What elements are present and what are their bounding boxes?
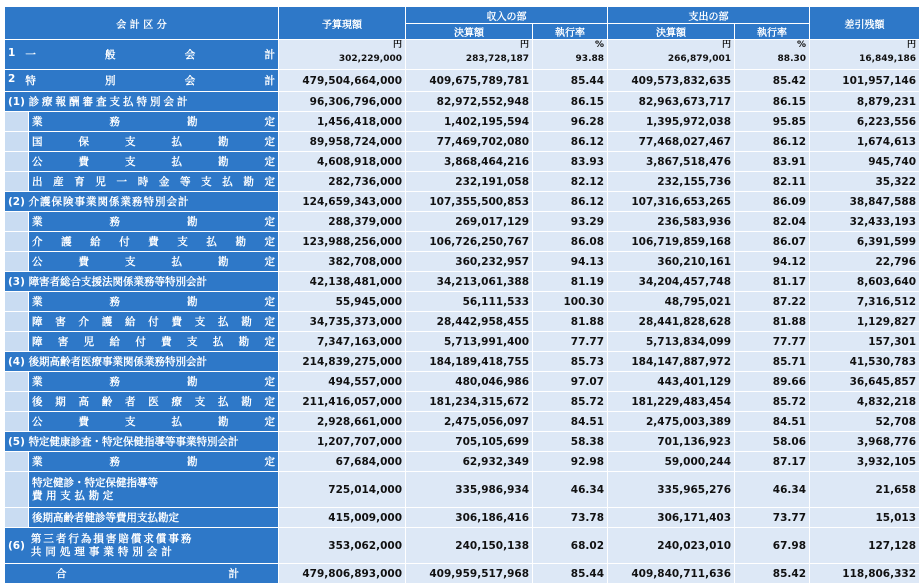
header-expenditure-rate: 執行率: [735, 24, 810, 40]
balance-cell: 3,968,776: [810, 432, 920, 452]
indent-rail: [5, 372, 29, 392]
budget-cell: 1,207,707,000: [279, 432, 406, 452]
expenditure-rate-cell: 77.77: [735, 332, 810, 352]
revenue-cell: 1,402,195,594: [406, 112, 533, 132]
total-label-right: 計: [228, 568, 240, 580]
row-title: 後期高齢者医療支払勘定: [29, 392, 279, 412]
expenditure-rate-value: 88.30: [777, 54, 807, 64]
expenditure-rate-cell: 58.06: [735, 432, 810, 452]
indent-rail: [5, 212, 29, 232]
row-number: (1): [8, 96, 25, 108]
budget-cell: 211,416,057,000: [279, 392, 406, 412]
table-row: [5, 452, 920, 472]
expenditure-cell: 107,316,653,265: [608, 192, 735, 212]
expenditure-cell: 82,963,673,717: [608, 92, 735, 112]
row-title: 公 費 支 払 勘 定: [29, 412, 279, 432]
budget-cell: 55,945,000: [279, 292, 406, 312]
row-title: 障害児給付費支払勘定: [29, 332, 279, 352]
header-expenditure-settled: 決算額: [608, 24, 735, 40]
balance-cell: 157,301: [810, 332, 920, 352]
row-title-line-2: 費 用 支 払 勘 定: [32, 489, 114, 502]
expenditure-rate-cell: 46.34: [735, 472, 810, 508]
revenue-rate-cell: 85.44: [533, 70, 608, 92]
budget-cell: 123,988,256,000: [279, 232, 406, 252]
expenditure-cell: 5,713,834,099: [608, 332, 735, 352]
unit-pct: %: [594, 40, 605, 50]
indent-rail: [5, 508, 29, 528]
expenditure-cell: 28,441,828,628: [608, 312, 735, 332]
budget-cell: 7,347,163,000: [279, 332, 406, 352]
row-number: (3): [8, 276, 25, 288]
table-row-total: [5, 564, 920, 584]
budget-cell: 4,608,918,000: [279, 152, 406, 172]
row-title: 後期高齢者健診等費用支払勘定: [29, 508, 279, 528]
row-title: 診療報酬審査支払特別会計: [28, 96, 191, 108]
row-label: [5, 192, 279, 212]
table-row: [5, 472, 920, 508]
expenditure-rate-cell: 89.66: [735, 372, 810, 392]
revenue-rate-cell: 94.13: [533, 252, 608, 272]
revenue-cell: 360,232,957: [406, 252, 533, 272]
revenue-cell: 306,186,416: [406, 508, 533, 528]
budget-cell: 214,839,275,000: [279, 352, 406, 372]
row-title: 特 別 会 計: [25, 75, 276, 87]
header-budget: 予算現額: [279, 7, 406, 40]
row-title: 業 務 勘 定: [29, 292, 279, 312]
expenditure-cell: 701,136,923: [608, 432, 735, 452]
budget-cell: 479,806,893,000: [279, 564, 406, 584]
row-label: [29, 472, 279, 508]
row-title-line-2: 共同処理事業特別会計: [30, 545, 176, 558]
expenditure-cell: 306,171,403: [608, 508, 735, 528]
header-revenue-settled: 決算額: [406, 24, 533, 40]
balance-cell: 4,832,218: [810, 392, 920, 412]
table-row: [5, 252, 920, 272]
budget-cell: 89,958,724,000: [279, 132, 406, 152]
balance-cell: [810, 40, 920, 70]
indent-rail: [5, 152, 29, 172]
revenue-rate-cell: 81.19: [533, 272, 608, 292]
table-row: [5, 332, 920, 352]
revenue-rate-cell: 86.12: [533, 132, 608, 152]
expenditure-cell: 184,147,887,972: [608, 352, 735, 372]
revenue-cell: 107,355,500,853: [406, 192, 533, 212]
expenditure-rate-cell: 83.91: [735, 152, 810, 172]
row-title: 介護保険事業関係業務特別会計: [28, 196, 190, 208]
expenditure-rate-cell: 95.85: [735, 112, 810, 132]
balance-cell: 6,223,556: [810, 112, 920, 132]
balance-cell: 7,316,512: [810, 292, 920, 312]
budget-cell: 494,557,000: [279, 372, 406, 392]
expenditure-cell: 232,155,736: [608, 172, 735, 192]
total-label-left: 合: [56, 568, 67, 580]
balance-cell: 52,708: [810, 412, 920, 432]
revenue-value: 283,728,187: [465, 54, 530, 64]
revenue-rate-cell: 82.12: [533, 172, 608, 192]
row-title: 業 務 勘 定: [29, 372, 279, 392]
revenue-rate-cell: 86.12: [533, 192, 608, 212]
revenue-rate-cell: 92.98: [533, 452, 608, 472]
balance-cell: 6,391,599: [810, 232, 920, 252]
expenditure-cell: 106,719,859,168: [608, 232, 735, 252]
row-title: 公 費 支 払 勘 定: [29, 252, 279, 272]
header-expenditure-group: 支出の部: [608, 7, 810, 24]
row-title-line-1: 特定健診・特定保健指導等: [32, 476, 158, 489]
revenue-rate-cell: 58.38: [533, 432, 608, 452]
expenditure-rate-cell: [735, 40, 810, 70]
indent-rail: [5, 332, 29, 352]
revenue-rate-cell: 93.29: [533, 212, 608, 232]
expenditure-rate-cell: 94.12: [735, 252, 810, 272]
balance-cell: 41,530,783: [810, 352, 920, 372]
balance-cell: 22,796: [810, 252, 920, 272]
header-row-1: [5, 7, 920, 24]
row-title: 国 保 支 払 勘 定: [29, 132, 279, 152]
indent-rail: [5, 252, 29, 272]
revenue-cell: 409,959,517,968: [406, 564, 533, 584]
table-row-section-4: [5, 352, 920, 372]
row-label: [5, 564, 279, 584]
balance-cell: 8,603,640: [810, 272, 920, 292]
revenue-rate-cell: 85.73: [533, 352, 608, 372]
expenditure-cell: 409,573,832,635: [608, 70, 735, 92]
revenue-cell: 232,191,058: [406, 172, 533, 192]
revenue-cell: 409,675,789,781: [406, 70, 533, 92]
table-row: [5, 212, 920, 232]
row-title-line-1: 第三者行為損害賠償求償事務: [30, 532, 194, 545]
budget-cell: [279, 40, 406, 70]
balance-cell: 32,433,193: [810, 212, 920, 232]
table-row-section-5: [5, 432, 920, 452]
expenditure-cell: 335,965,276: [608, 472, 735, 508]
revenue-cell: 240,150,138: [406, 528, 533, 564]
expenditure-cell: 181,229,483,454: [608, 392, 735, 412]
revenue-cell: 3,868,464,216: [406, 152, 533, 172]
expenditure-value: 266,879,001: [667, 54, 732, 64]
budget-cell: 288,379,000: [279, 212, 406, 232]
row-title: 特定健康診査・特定保健指導等事業特別会計: [28, 436, 239, 448]
expenditure-rate-cell: 82.04: [735, 212, 810, 232]
balance-cell: 1,674,613: [810, 132, 920, 152]
expenditure-rate-cell: 86.12: [735, 132, 810, 152]
row-title: 業 務 勘 定: [29, 452, 279, 472]
revenue-rate-cell: 77.77: [533, 332, 608, 352]
expenditure-rate-cell: 67.98: [735, 528, 810, 564]
revenue-cell: 56,111,533: [406, 292, 533, 312]
revenue-rate-cell: 85.72: [533, 392, 608, 412]
row-title: 公 費 支 払 勘 定: [29, 152, 279, 172]
header-revenue-group: 収入の部: [406, 7, 608, 24]
balance-value: 16,849,186: [859, 54, 917, 64]
indent-rail: [5, 412, 29, 432]
revenue-rate-cell: 96.28: [533, 112, 608, 132]
revenue-rate-cell: 68.02: [533, 528, 608, 564]
expenditure-rate-cell: 85.71: [735, 352, 810, 372]
revenue-rate-cell: 46.34: [533, 472, 608, 508]
budget-cell: 2,928,661,000: [279, 412, 406, 432]
indent-rail: [5, 452, 29, 472]
table-row: [5, 312, 920, 332]
revenue-rate-cell: 85.44: [533, 564, 608, 584]
row-number: (6): [8, 539, 25, 552]
table-row: [5, 372, 920, 392]
expenditure-rate-cell: 82.11: [735, 172, 810, 192]
unit-yen: 円: [520, 40, 530, 50]
table-row: [5, 392, 920, 412]
expenditure-cell: 360,210,161: [608, 252, 735, 272]
revenue-cell: 269,017,129: [406, 212, 533, 232]
balance-cell: 118,806,332: [810, 564, 920, 584]
table-row-special-account: [5, 70, 920, 92]
expenditure-cell: 240,023,010: [608, 528, 735, 564]
balance-cell: 36,645,857: [810, 372, 920, 392]
expenditure-rate-cell: 81.17: [735, 272, 810, 292]
row-label: [5, 352, 279, 372]
budget-cell: 415,009,000: [279, 508, 406, 528]
unit-yen: 円: [393, 40, 403, 50]
budget-cell: 34,735,373,000: [279, 312, 406, 332]
table-row: [5, 112, 920, 132]
indent-rail: [5, 312, 29, 332]
expenditure-cell: 77,468,027,467: [608, 132, 735, 152]
revenue-cell: 705,105,699: [406, 432, 533, 452]
revenue-cell: 77,469,702,080: [406, 132, 533, 152]
expenditure-rate-cell: 86.15: [735, 92, 810, 112]
indent-rail: [5, 292, 29, 312]
expenditure-rate-cell: 81.88: [735, 312, 810, 332]
row-number: 1: [8, 47, 16, 59]
row-title: 介 護 給 付 費 支 払 勘 定: [29, 232, 279, 252]
row-title: 業 務 勘 定: [29, 112, 279, 132]
balance-cell: 8,879,231: [810, 92, 920, 112]
balance-cell: 3,932,105: [810, 452, 920, 472]
expenditure-rate-cell: 86.07: [735, 232, 810, 252]
indent-rail: [5, 472, 29, 508]
table-row: [5, 152, 920, 172]
row-title: 障害介護給付費支払勘定: [29, 312, 279, 332]
header-revenue-rate: 執行率: [533, 24, 608, 40]
balance-cell: 21,658: [810, 472, 920, 508]
revenue-rate-cell: [533, 40, 608, 70]
table-row: [5, 292, 920, 312]
revenue-rate-cell: 84.51: [533, 412, 608, 432]
row-label: [5, 40, 279, 70]
revenue-cell: 82,972,552,948: [406, 92, 533, 112]
revenue-cell: 335,986,934: [406, 472, 533, 508]
expenditure-rate-cell: 73.77: [735, 508, 810, 528]
row-label: [5, 432, 279, 452]
expenditure-cell: 2,475,003,389: [608, 412, 735, 432]
table-row-section-3: [5, 272, 920, 292]
row-number: (4): [8, 356, 25, 368]
row-label: [5, 70, 279, 92]
budget-cell: 67,684,000: [279, 452, 406, 472]
budget-cell: 382,708,000: [279, 252, 406, 272]
budget-cell: 124,659,343,000: [279, 192, 406, 212]
revenue-cell: 62,932,349: [406, 452, 533, 472]
indent-rail: [5, 232, 29, 252]
budget-cell: 282,736,000: [279, 172, 406, 192]
row-title: 業 務 勘 定: [29, 212, 279, 232]
balance-cell: 38,847,588: [810, 192, 920, 212]
revenue-rate-cell: 97.07: [533, 372, 608, 392]
indent-rail: [5, 132, 29, 152]
expenditure-rate-cell: 87.22: [735, 292, 810, 312]
indent-rail: [5, 392, 29, 412]
budget-cell: 1,456,418,000: [279, 112, 406, 132]
budget-cell: 353,062,000: [279, 528, 406, 564]
expenditure-cell: 443,401,129: [608, 372, 735, 392]
indent-rail: [5, 172, 29, 192]
revenue-rate-cell: 73.78: [533, 508, 608, 528]
revenue-rate-cell: 81.88: [533, 312, 608, 332]
revenue-rate-cell: 83.93: [533, 152, 608, 172]
revenue-cell: 34,213,061,388: [406, 272, 533, 292]
revenue-rate-cell: 100.30: [533, 292, 608, 312]
balance-cell: 35,322: [810, 172, 920, 192]
budget-cell: 42,138,481,000: [279, 272, 406, 292]
revenue-rate-cell: 86.15: [533, 92, 608, 112]
header-category: 会 計 区 分: [5, 7, 279, 40]
revenue-cell: 2,475,056,097: [406, 412, 533, 432]
row-title: 一 般 会 計: [25, 49, 276, 61]
expenditure-cell: 3,867,518,476: [608, 152, 735, 172]
revenue-cell: 28,442,958,455: [406, 312, 533, 332]
revenue-cell: 181,234,315,672: [406, 392, 533, 412]
expenditure-rate-cell: 84.51: [735, 412, 810, 432]
table-row-section-2: [5, 192, 920, 212]
budget-value: 302,229,000: [338, 54, 403, 64]
unit-yen: 円: [907, 40, 917, 50]
table-row: [5, 412, 920, 432]
row-title: 出産育児一時金等支払勘定: [29, 172, 279, 192]
row-label: [5, 92, 279, 112]
table-row: [5, 508, 920, 528]
expenditure-rate-cell: 85.42: [735, 70, 810, 92]
budget-cell: 96,306,796,000: [279, 92, 406, 112]
revenue-cell: 5,713,991,400: [406, 332, 533, 352]
balance-cell: 15,013: [810, 508, 920, 528]
row-number: (2): [8, 196, 25, 208]
revenue-rate-value: 93.88: [575, 54, 605, 64]
balance-cell: 101,957,146: [810, 70, 920, 92]
row-title: 障害者総合支援法関係業務等特別会計: [28, 276, 208, 288]
expenditure-cell: 236,583,936: [608, 212, 735, 232]
expenditure-cell: 1,395,972,038: [608, 112, 735, 132]
expenditure-rate-cell: 87.17: [735, 452, 810, 472]
revenue-rate-cell: 86.08: [533, 232, 608, 252]
revenue-cell: [406, 40, 533, 70]
budget-cell: 725,014,000: [279, 472, 406, 508]
table-row-general-account: [5, 40, 920, 70]
expenditure-cell: 34,204,457,748: [608, 272, 735, 292]
table-row: [5, 232, 920, 252]
balance-cell: 945,740: [810, 152, 920, 172]
budget-cell: 479,504,664,000: [279, 70, 406, 92]
balance-cell: 127,128: [810, 528, 920, 564]
row-title: 後期高齢者医療事業関係業務特別会計: [28, 356, 208, 368]
balance-cell: 1,129,827: [810, 312, 920, 332]
revenue-cell: 106,726,250,767: [406, 232, 533, 252]
revenue-cell: 184,189,418,755: [406, 352, 533, 372]
expenditure-cell: [608, 40, 735, 70]
header-balance: 差引残額: [810, 7, 920, 40]
expenditure-rate-cell: 85.42: [735, 564, 810, 584]
revenue-cell: 480,046,986: [406, 372, 533, 392]
unit-pct: %: [796, 40, 807, 50]
row-number: 2: [8, 73, 16, 85]
unit-yen: 円: [722, 40, 732, 50]
expenditure-rate-cell: 86.09: [735, 192, 810, 212]
table-row: [5, 172, 920, 192]
table-row: [5, 132, 920, 152]
table-row-section-6: [5, 528, 920, 564]
row-label: [5, 272, 279, 292]
table-row-section-1: [5, 92, 920, 112]
row-label: [5, 528, 279, 564]
expenditure-rate-cell: 85.72: [735, 392, 810, 412]
settlement-table: [4, 6, 920, 584]
indent-rail: [5, 112, 29, 132]
expenditure-cell: 48,795,021: [608, 292, 735, 312]
row-number: (5): [8, 436, 25, 448]
expenditure-cell: 409,840,711,636: [608, 564, 735, 584]
expenditure-cell: 59,000,244: [608, 452, 735, 472]
